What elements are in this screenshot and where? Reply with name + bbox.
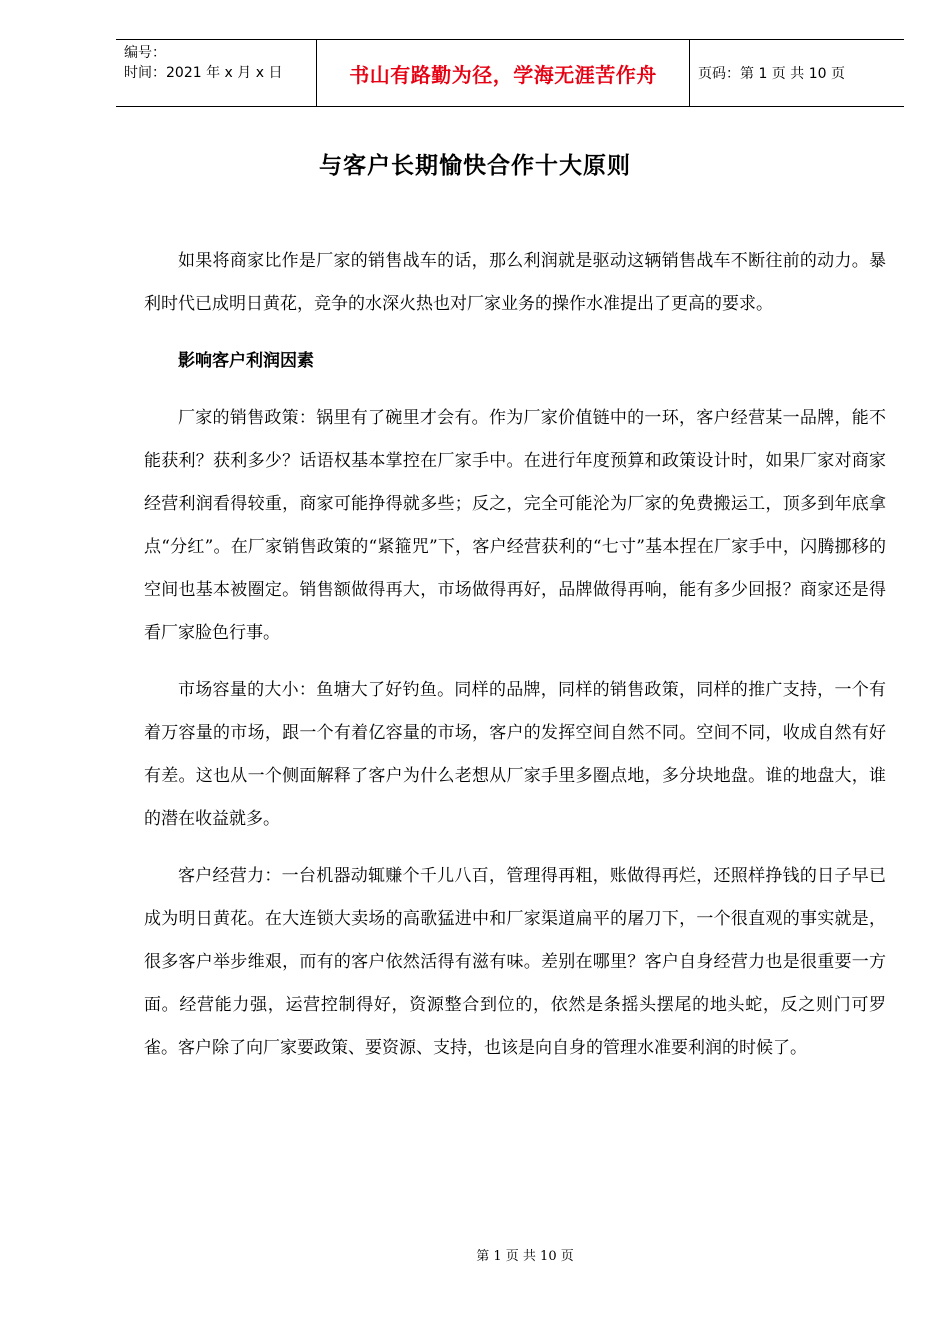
document-title: 与客户长期愉快合作十大原则 [319, 152, 631, 179]
header-table [116, 39, 904, 107]
section-heading: 影响客户利润因素 [178, 351, 314, 371]
motto-text: 书山有路勤为径，学海无涯苦作舟 [349, 62, 657, 87]
document-body [144, 240, 886, 1084]
header-meta [116, 40, 316, 106]
header-page-info [690, 40, 904, 106]
header-motto-cell [316, 40, 690, 106]
paragraph-market-capacity: 市场容量的大小：鱼塘大了好钓鱼。同样的品牌，同样的销售政策，同样的推广支持，一个有着万容量的市场，跟一个有着亿容量的市场，客户的发挥空间自然不同。空间不同，收成自然有好有差。这也从一个侧面解释了客户为什么老想从厂家手里多圈点地，多分块地盘。谁的地盘大，谁的潜在收益就多。 [144, 680, 886, 829]
time-label: 时间：2021 年 x 月 x 日 [124, 65, 283, 81]
page-footer: 第 1 页 共 10 页 [476, 1249, 574, 1264]
intro-paragraph: 如果将商家比作是厂家的销售战车的话，那么利润就是驱动这辆销售战车不断往前的动力。暴利时代已成明日黄花，竞争的水深火热也对厂家业务的操作水准提出了更高的要求。 [144, 251, 886, 314]
page-info-text: 页码：第 1 页 共 10 页 [698, 66, 845, 82]
paragraph-customer-operation: 客户经营力：一台机器动辄赚个千儿八百，管理得再粗，账做得再烂，还照样挣钱的日子早已成为明日黄花。在大连锁大卖场的高歌猛进中和厂家渠道扁平的屠刀下，一个很直观的事实就是，很多客户举步维艰，而有的客户依然活得有滋有味。差别在哪里？客户自身经营力也是很重要一方面。经营能力强，运营控制得好，资源整合到位的，依然是条摇头摆尾的地头蛇，反之则门可罗雀。客户除了向厂家要政策、要资源、支持，也该是向自身的管理水准要利润的时候了。 [144, 866, 886, 1058]
paragraph-sales-policy: 厂家的销售政策：锅里有了碗里才会有。作为厂家价值链中的一环，客户经营某一品牌，能不能获利？获利多少？话语权基本掌控在厂家手中。在进行年度预算和政策设计时，如果厂家对商家经营利润看得较重，商家可能挣得就多些；反之，完全可能沦为厂家的免费搬运工，顶多到年底拿点“分红”。在厂家销售政策的“紧箍咒”下，客户经营获利的“七寸”基本捏在厂家手中，闪腾挪移的空间也基本被圈定。销售额做得再大，市场做得再好，品牌做得再响，能有多少回报？商家还是得看厂家脸色行事。 [144, 408, 886, 643]
code-label: 编号： [124, 45, 166, 61]
